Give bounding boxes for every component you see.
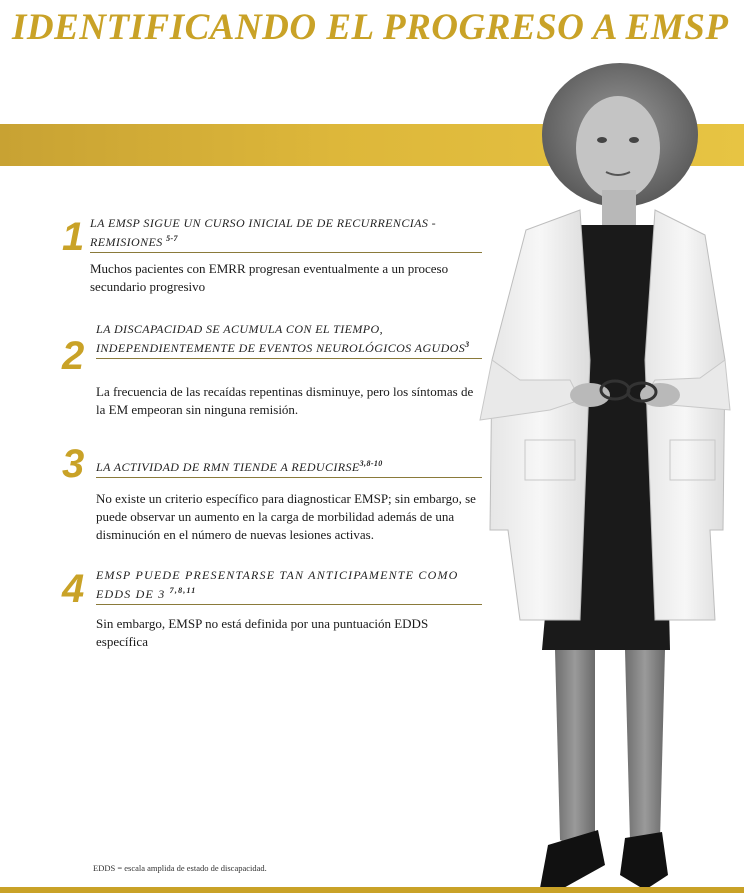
item-number: 3 [62,442,85,486]
item-heading: LA DISCAPACIDAD SE ACUMULA CON EL TIEMPO, INDEPENDIENTEMENTE DE EVENTOS NEUROLÓGICOS AGUDOS$^3$ [96,322,482,359]
bottom-gold-bar [0,887,744,893]
item-body: Muchos pacientes con EMRR progresan eventualmente a un proceso secundario progresivo [90,261,449,294]
progress-item-1 [62,213,482,303]
progress-item-3 [62,444,482,544]
progress-item-2 [62,322,482,422]
item-heading: LA ACTIVIDAD DE RMN TIENDE A REDUCIRSE$^{3,8-10}$ [96,456,482,478]
item-heading: EMSP PUEDE PRESENTARSE TAN ANTICIPAMENTE COMO EDDS DE 3 $^{7,8,11}$ [96,568,482,605]
item-body: La frecuencia de las recaídas repentinas disminuye, pero los síntomas de la EM empeoran sin ninguna remisión. [96,384,474,417]
item-number: 4 [62,567,85,611]
item-body: No existe un criterio específico para diagnosticar EMSP; sin embargo, se puede observar un aumento en la carga de morbilidad además de una disminución en el número de nuevas lesiones activas. [96,491,476,542]
item-number: 1 [62,215,85,259]
progress-item-4 [62,567,482,657]
item-heading: LA EMSP SIGUE UN CURSO INICIAL DE DE RECURRENCIAS - REMISIONES $^{5-7}$ [90,216,482,253]
item-body: Sin embargo, EMSP no está definida por una puntuación EDDS específica [96,616,429,649]
page-title: IDENTIFICANDO EL PROGRESO A EMSP [12,7,729,48]
item-number: 2 [62,334,85,378]
footnote: EDDS = escala amplida de estado de discapacidad. [93,863,267,873]
